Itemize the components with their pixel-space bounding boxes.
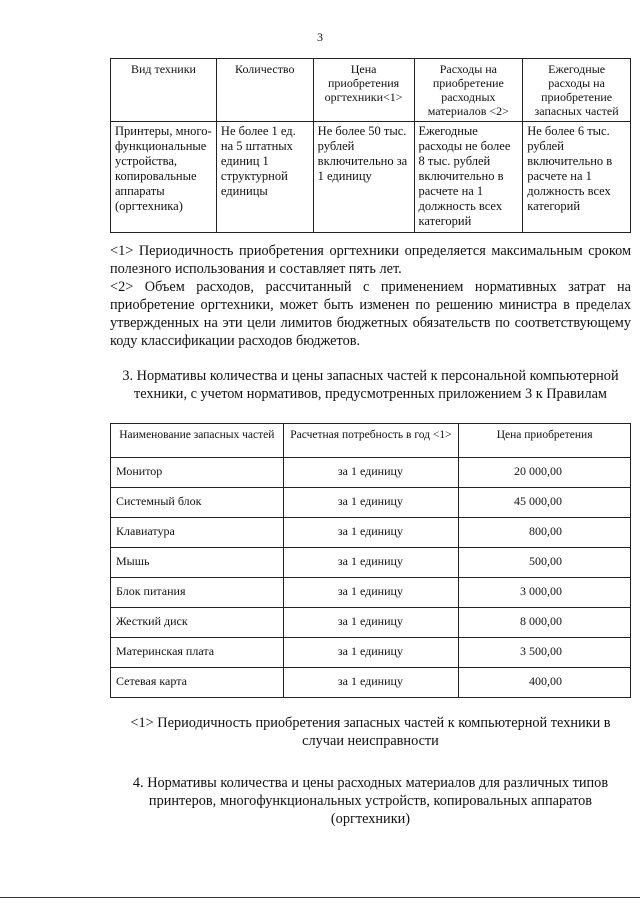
cell-price: 500,00 [459,548,631,578]
header-quantity: Количество [216,59,313,122]
cell-part-name: Системный блок [111,488,284,518]
table-row [111,488,631,518]
cell-purchase-price: Не более 50 тыс. рублей включительно за 1 единицу [313,122,414,233]
cell-price: 800,00 [459,518,631,548]
cell-annual-need: за 1 единицу [283,638,459,668]
footnote-2: <2> Объем расходов, рассчитанный с применением нормативных затрат на приобретение оргтехники, может быть изменен по решению министра в пределах утвержденных на эти цели лимитов бюджетных обязательств по соответствующему коду классификации расходов бюджетов. [110,279,631,349]
cell-price: 3 500,00 [459,638,631,668]
cell-equipment-type: Принтеры, много-функциональные устройства, копировальные аппараты (оргтехника) [111,122,217,233]
table-row [111,638,631,668]
cell-part-name: Материнская плата [111,638,284,668]
cell-annual-need: за 1 единицу [283,518,459,548]
header-purchase-price: Цена приобретения оргтехники<1> [313,59,414,122]
section-4-title: 4. Нормативы количества и цены расходных материалов для различных типов принтеров, многофункциональных устройств, копировальных аппаратов (оргтехники) [132,775,609,827]
table-row [111,668,631,698]
cell-annual-need: за 1 единицу [283,608,459,638]
cell-quantity: Не более 1 ед. на 5 штатных единиц 1 структурной единицы [216,122,313,233]
cell-consumables-cost: Ежегодные расходы не более 8 тыс. рублей включительно в расчете на 1 должность всех категорий [414,122,523,233]
cell-part-name: Жесткий диск [111,608,284,638]
header-annual-need: Расчетная потребность в год <1> [283,424,459,458]
footnote-3: <1> Периодичность приобретения запасных частей к компьютерной техники в случаи неисправности [130,715,611,749]
cell-part-name: Сетевая карта [111,668,284,698]
cell-annual-need: за 1 единицу [283,458,459,488]
table-row [111,608,631,638]
cell-price: 400,00 [459,668,631,698]
table-row [111,122,631,233]
table-header-row [111,59,631,122]
cell-annual-need: за 1 единицу [283,488,459,518]
table-header-row [111,424,631,458]
cell-part-name: Блок питания [111,578,284,608]
cell-price: 45 000,00 [459,488,631,518]
cell-annual-need: за 1 единицу [283,548,459,578]
header-price: Цена приобретения [459,424,631,458]
table-row [111,518,631,548]
cell-annual-need: за 1 единицу [283,668,459,698]
cell-price: 8 000,00 [459,608,631,638]
header-spare-parts-cost: Ежегодные расходы на приобретение запасных частей [523,59,631,122]
table-row [111,458,631,488]
cell-part-name: Мышь [111,548,284,578]
cell-spare-parts-cost: Не более 6 тыс. рублей включительно в расчете на 1 должность всех категорий [523,122,631,233]
header-equipment-type: Вид техники [111,59,217,122]
cell-part-name: Монитор [111,458,284,488]
table-row [111,578,631,608]
spare-parts-table [110,423,631,698]
header-part-name: Наименование запасных частей [111,424,284,458]
section-3-title: 3. Нормативы количества и цены запасных частей к персональной компьютерной техники, с учетом нормативов, предусмотренных приложением 3 к Правилам [122,368,619,402]
cell-part-name: Клавиатура [111,518,284,548]
page-number: 3 [317,30,323,44]
page-bottom-divider [0,897,640,898]
cell-price: 3 000,00 [459,578,631,608]
cell-annual-need: за 1 единицу [283,578,459,608]
table-row [111,548,631,578]
footnote-1: <1> Периодичность приобретения оргтехники определяется максимальным сроком полезного использования и составляет пять лет. [110,243,631,277]
equipment-norms-table [110,58,631,233]
cell-price: 20 000,00 [459,458,631,488]
header-consumables-cost: Расходы на приобретение расходных материалов <2> [414,59,523,122]
